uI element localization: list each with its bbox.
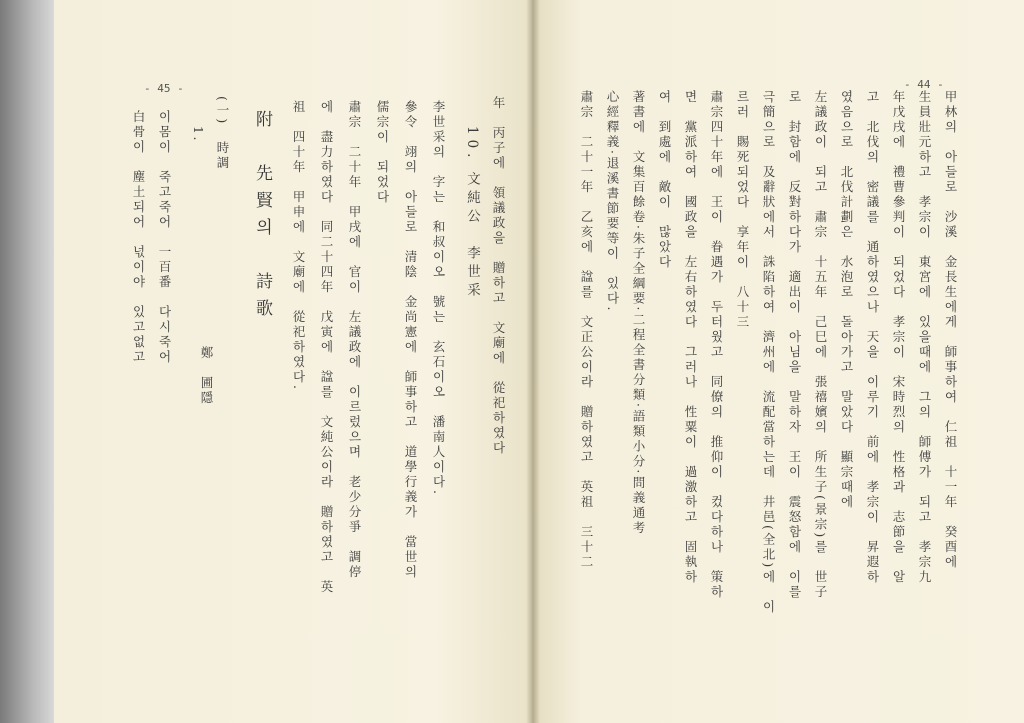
item-number: 1.	[191, 126, 206, 143]
text-column: 甲林의 아들로 沙溪 金長生에게 師事하여 仁祖 十一年 癸酉에	[943, 90, 958, 570]
text-column: 고 北伐의 密議를 通하였으나 天을 이루기 前에 孝宗이 昇遐하	[865, 90, 880, 585]
text-column: 祖 四十年 甲申에 文廟에 從祀하였다.	[291, 100, 306, 392]
text-column: 年 丙子에 領議政을 贈하고 文廟에 從祀하였다	[491, 96, 506, 456]
text-column: 肅宗 二十一年 乙亥에 諡를 文正公이라 贈하였고 英祖 三十二	[579, 90, 594, 570]
section-heading: 10. 文純公 李世采	[464, 126, 480, 302]
text-column: 儒宗이 되었다	[375, 100, 390, 205]
poem-line: 이몸이 죽고죽어 一百番 다시죽어	[157, 110, 172, 365]
background-edge	[0, 0, 54, 723]
page-number: - 45 -	[144, 82, 184, 95]
text-column: 였음으로 北伐計劃은 水泡로 돌아가고 말았다 顯宗때에	[839, 90, 854, 510]
text-column: 로 封함에 反對하다가 適出이 아님을 말하자 王이 震怒함에 이를	[787, 90, 802, 600]
subsection-heading: (一) 時調	[215, 96, 230, 171]
text-column: 여 到處에 敵이 많았다	[657, 90, 672, 270]
page-number: - 44 -	[904, 78, 944, 91]
poem-line: 白骨이 塵土되어 넋이야 있고없고	[131, 110, 146, 365]
text-column: 에 盡力하였다 同二十四年 戊寅에 諡를 文純公이라 贈하였고 英	[319, 100, 334, 595]
text-column: 左議政이 되고 肅宗 十五年 己巳에 張禧嬪의 所生子(景宗)를 世子	[813, 90, 828, 600]
text-column: 면 黨派하여 國政을 左右하였다 그러나 性粟이 過激하고 固執하	[683, 90, 698, 585]
text-column: 肅宗四十年에 王이 眷遇가 두터웠고 同僚의 推仰이 컸다하나 策하	[709, 90, 724, 600]
author-name: 鄭 圃隱	[199, 346, 214, 406]
text-column: 參令 翊의 아들로 清陰 金尚憲에 師事하고 道學行義가 當世의	[403, 100, 418, 580]
appendix-title: 附 先賢의 詩歌	[252, 110, 272, 326]
text-column: 年戊戌에 禮曹參判이 되었다 孝宗이 宋時烈의 性格과 志節을 알	[891, 90, 906, 585]
text-column: 르러 賜死되었다 享年이 八十三	[735, 90, 750, 330]
text-column: 肅宗 二十年 甲戌에 官이 左議政에 이르렀으며 老少分爭 調停	[347, 100, 362, 580]
text-column: 著書에 文集百餘卷·朱子全綱要·二程全書分類·語類小分·問義通考	[631, 90, 646, 536]
text-column: 心經釋義·退溪書節要等이 있다.	[605, 90, 620, 313]
text-column: 生員壯元하고 孝宗이 東宮에 있을때에 그의 師傅가 되고 孝宗九	[917, 90, 932, 585]
right-page	[532, 0, 1024, 723]
text-column: 李世采의 字는 和叔이오 號는 玄石이오 潘南人이다.	[431, 100, 446, 497]
left-page	[54, 0, 532, 723]
text-column: 극簡으로 及辭狀에서 誅陷하여 濟州에 流配當하는데 井邑(全北)에 이	[761, 90, 776, 615]
book-gutter	[526, 0, 540, 723]
